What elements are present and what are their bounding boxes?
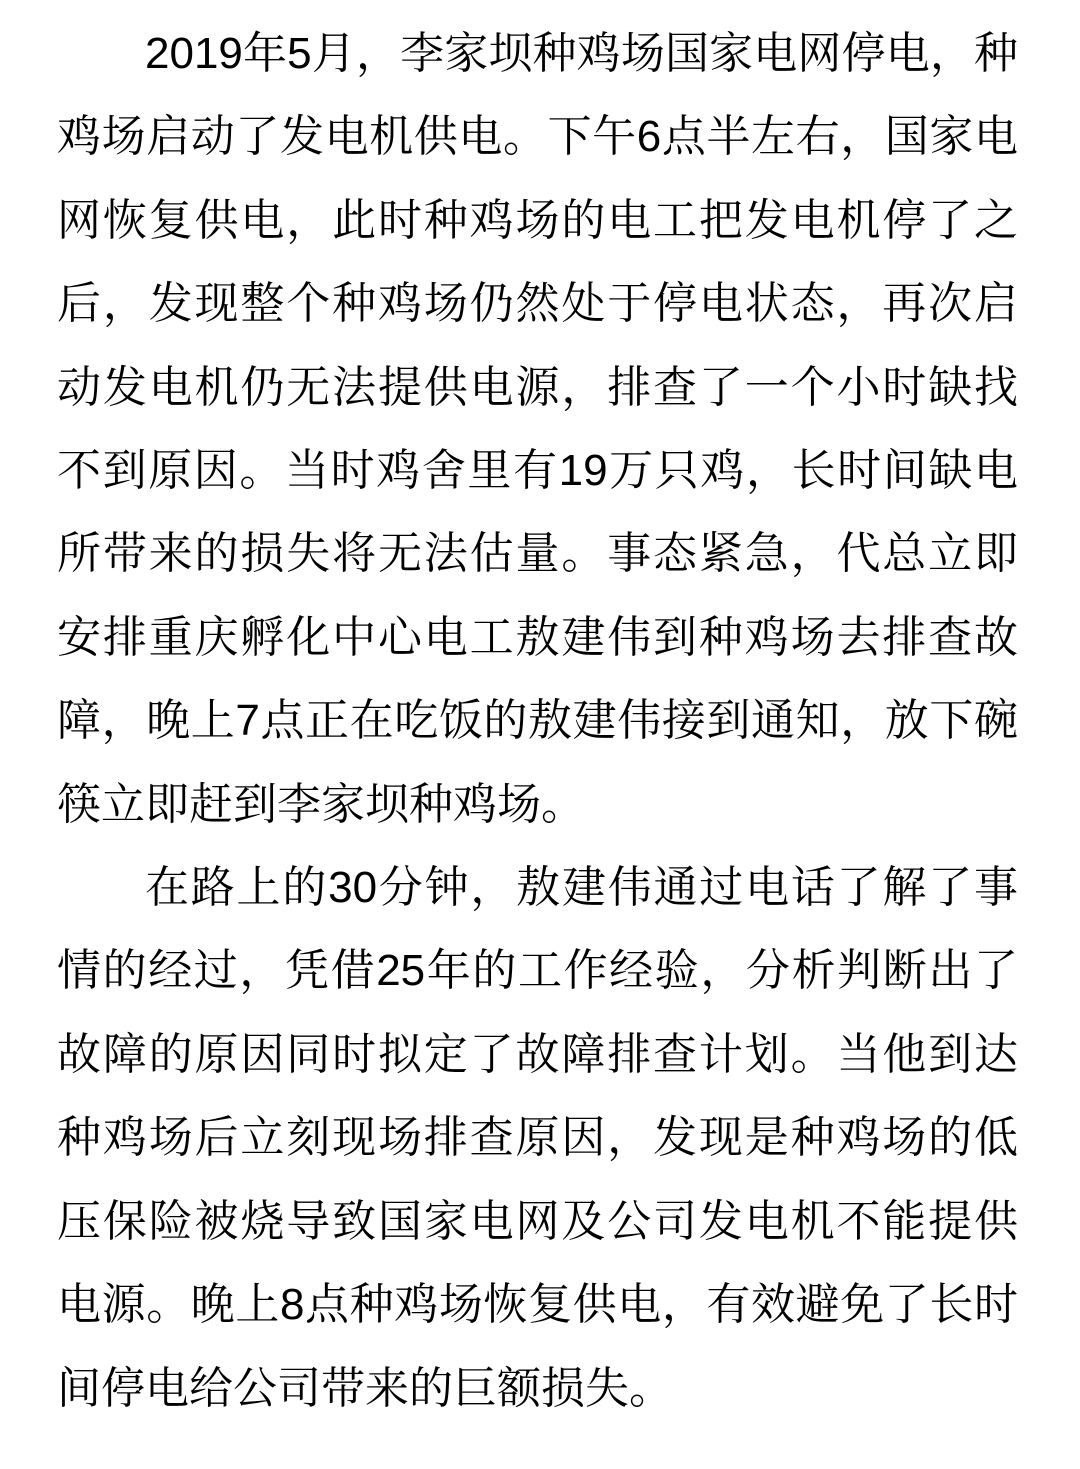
paragraph-2: 在路上的30分钟，敖建伟通过电话了解了事情的经过，凭借25年的工作经验，分析判断出了故障的原因同时拟定了故障排查计划。当他到达种鸡场后立刻现场排查原因，发现是种鸡场的低压保险被烧导致国家电网及公司发电机不能提供电源。晚上8点种鸡场恢复供电，有效避免了长时间停电给公司带来的巨额损失。 — [57, 863, 1018, 1413]
paragraph-1: 2019年5月，李家坝种鸡场国家电网停电，种鸡场启动了发电机供电。下午6点半左右，国家电网恢复供电，此时种鸡场的电工把发电机停了之后，发现整个种鸡场仍然处于停电状态，再次启动发电机仍无法提供电源，排查了一个小时缺找不到原因。当时鸡舍里有19万只鸡，长时间缺电所带来的损失将无法估量。事态紧急，代总立即安排重庆孵化中心电工敖建伟到种鸡场去排查故障，晚上7点正在吃饭的敖建伟接到通知，放下碗筷立即赶到李家坝种鸡场。 — [57, 29, 1019, 829]
document-body-text — [57, 12, 1018, 1430]
